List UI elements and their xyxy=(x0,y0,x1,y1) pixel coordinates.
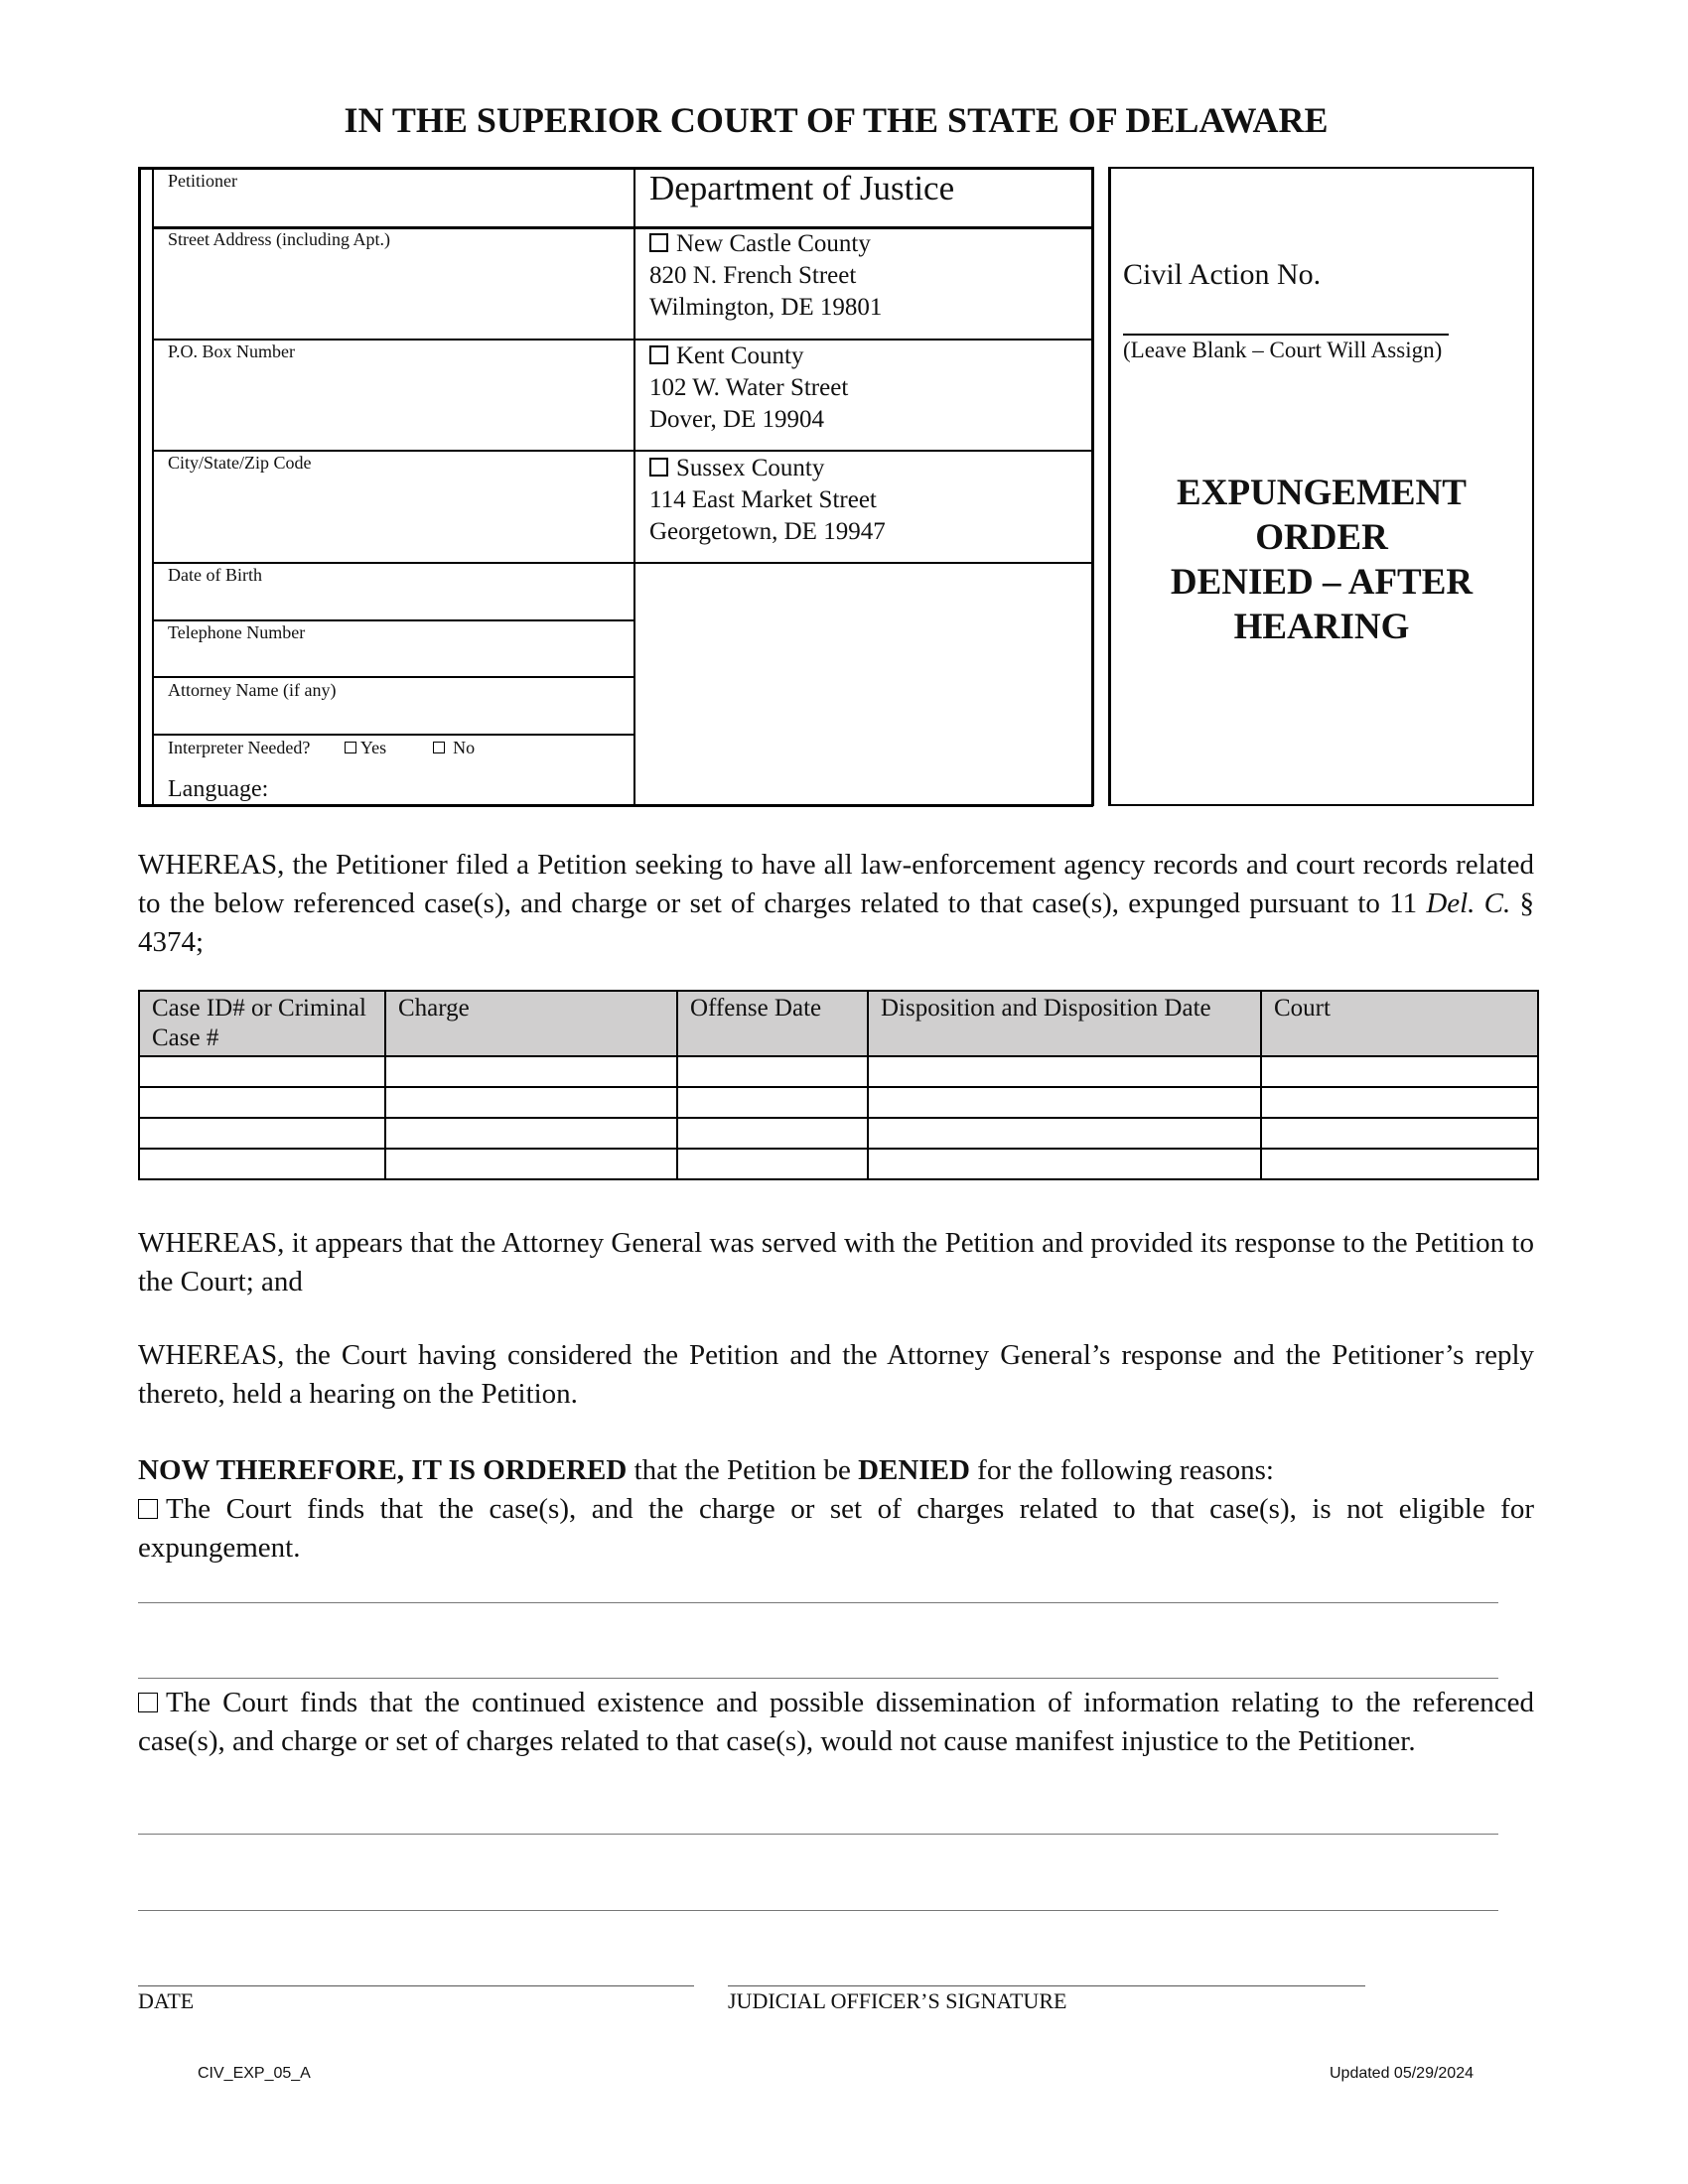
col-offense-date: Offense Date xyxy=(677,991,868,1056)
date-line[interactable] xyxy=(138,1985,694,1986)
checkbox-icon xyxy=(433,742,445,753)
table-cell[interactable] xyxy=(677,1087,868,1118)
date-label: DATE xyxy=(138,1988,195,2013)
table-cell[interactable] xyxy=(1261,1056,1538,1087)
table-cell[interactable] xyxy=(868,1087,1261,1118)
petitioner-field[interactable]: Petitioner xyxy=(168,171,237,191)
civil-action-note: (Leave Blank – Court Will Assign) xyxy=(1123,338,1443,362)
county-new-castle: New Castle County 820 N. French Street Wilmington, DE 19801 xyxy=(649,230,883,321)
reason-no-manifest-injustice[interactable]: The Court finds that the continued existence and possible dissemination of information relating to the referenced case(s), and charge or set of charges related to that case(s), would not cause manifest injustice to the Petitioner. xyxy=(138,1687,1534,1757)
signature-label: JUDICIAL OFFICER’S SIGNATURE xyxy=(728,1988,1067,2013)
table-cell[interactable] xyxy=(1261,1149,1538,1179)
respondent-name: Department of Justice xyxy=(649,169,955,207)
interpreter-yes-checkbox[interactable]: Yes xyxy=(345,738,386,757)
table-cell[interactable] xyxy=(1261,1087,1538,1118)
signature-line[interactable] xyxy=(728,1985,1365,1986)
county-checkbox[interactable]: Kent County xyxy=(649,341,848,372)
checkbox-icon[interactable] xyxy=(138,1693,158,1712)
county-kent: Kent County 102 W. Water Street Dover, DE 19904 xyxy=(649,342,849,433)
county-checkbox[interactable]: Sussex County xyxy=(649,453,886,484)
table-cell[interactable] xyxy=(139,1118,385,1149)
table-cell[interactable] xyxy=(139,1087,385,1118)
table-cell[interactable] xyxy=(385,1087,677,1118)
col-case-id: Case ID# or Criminal Case # xyxy=(139,991,385,1056)
reason-line[interactable] xyxy=(138,1834,1498,1835)
whereas-hearing-paragraph: WHEREAS, the Court having considered the Petition and the Attorney General’s response and the Petitioner’s reply thereto, held a hearing on the Petition. xyxy=(138,1339,1534,1410)
checkbox-icon xyxy=(345,742,356,753)
whereas-petition-paragraph: WHEREAS, the Petitioner filed a Petition seeking to have all law-enforcement agency records and court records related to the below referenced case(s), and charge or set of charges related to that case(s), expunged pursuant to 11 Del. C. § 4374; xyxy=(138,849,1534,958)
attorney-name-field[interactable]: Attorney Name (if any) xyxy=(168,680,337,700)
telephone-field[interactable]: Telephone Number xyxy=(168,622,306,642)
updated-date: Updated 05/29/2024 xyxy=(1329,2065,1474,2082)
reason-line[interactable] xyxy=(138,1910,1498,1911)
table-cell[interactable] xyxy=(677,1056,868,1087)
table-cell[interactable] xyxy=(139,1149,385,1179)
county-sussex: Sussex County 114 East Market Street Georgetown, DE 19947 xyxy=(649,455,886,545)
language-field[interactable]: Language: xyxy=(168,776,269,802)
table-cell[interactable] xyxy=(868,1056,1261,1087)
table-cell[interactable] xyxy=(385,1149,677,1179)
table-row xyxy=(139,1056,1538,1087)
table-cell[interactable] xyxy=(677,1149,868,1179)
street-address-field[interactable]: Street Address (including Apt.) xyxy=(168,229,390,249)
table-row xyxy=(139,1149,1538,1179)
table-row xyxy=(139,1087,1538,1118)
interpreter-row xyxy=(168,738,475,757)
table-row xyxy=(139,1118,1538,1149)
po-box-field[interactable]: P.O. Box Number xyxy=(168,341,296,361)
col-court: Court xyxy=(1261,991,1538,1056)
interpreter-no-checkbox[interactable]: No xyxy=(433,738,476,757)
form-id: CIV_EXP_05_A xyxy=(198,2065,311,2082)
case-table xyxy=(138,990,1539,1180)
table-cell[interactable] xyxy=(868,1149,1261,1179)
table-cell[interactable] xyxy=(677,1118,868,1149)
table-cell[interactable] xyxy=(868,1118,1261,1149)
civil-action-number-line[interactable] xyxy=(1123,334,1449,336)
col-charge: Charge xyxy=(385,991,677,1056)
court-title: IN THE SUPERIOR COURT OF THE STATE OF DELAWARE xyxy=(344,100,1329,140)
civil-action-label: Civil Action No. xyxy=(1123,258,1322,291)
reason-line[interactable] xyxy=(138,1678,1498,1679)
date-of-birth-field[interactable]: Date of Birth xyxy=(168,565,262,585)
table-cell[interactable] xyxy=(139,1056,385,1087)
checkbox-icon[interactable] xyxy=(138,1499,158,1519)
checkbox-icon xyxy=(649,233,668,252)
order-paragraph: NOW THEREFORE, IT IS ORDERED that the Petition be DENIED for the following reasons: xyxy=(138,1454,1274,1486)
col-disposition: Disposition and Disposition Date xyxy=(868,991,1261,1056)
reason-line[interactable] xyxy=(138,1602,1498,1603)
table-cell[interactable] xyxy=(1261,1118,1538,1149)
whereas-attorney-general-paragraph: WHEREAS, it appears that the Attorney General was served with the Petition and provided its response to the Petition to the Court; and xyxy=(138,1227,1534,1297)
city-state-zip-field[interactable]: City/State/Zip Code xyxy=(168,453,312,473)
checkbox-icon xyxy=(649,458,668,477)
checkbox-icon xyxy=(649,345,668,364)
county-checkbox[interactable]: New Castle County xyxy=(649,228,882,260)
order-heading: EXPUNGEMENT ORDER DENIED – AFTER HEARING xyxy=(1170,473,1474,647)
interpreter-label: Interpreter Needed? xyxy=(168,738,311,757)
table-cell[interactable] xyxy=(385,1056,677,1087)
table-cell[interactable] xyxy=(385,1118,677,1149)
reason-not-eligible[interactable]: The Court finds that the case(s), and the charge or set of charges related to that case(s), is not eligible for expungement. xyxy=(138,1493,1534,1564)
